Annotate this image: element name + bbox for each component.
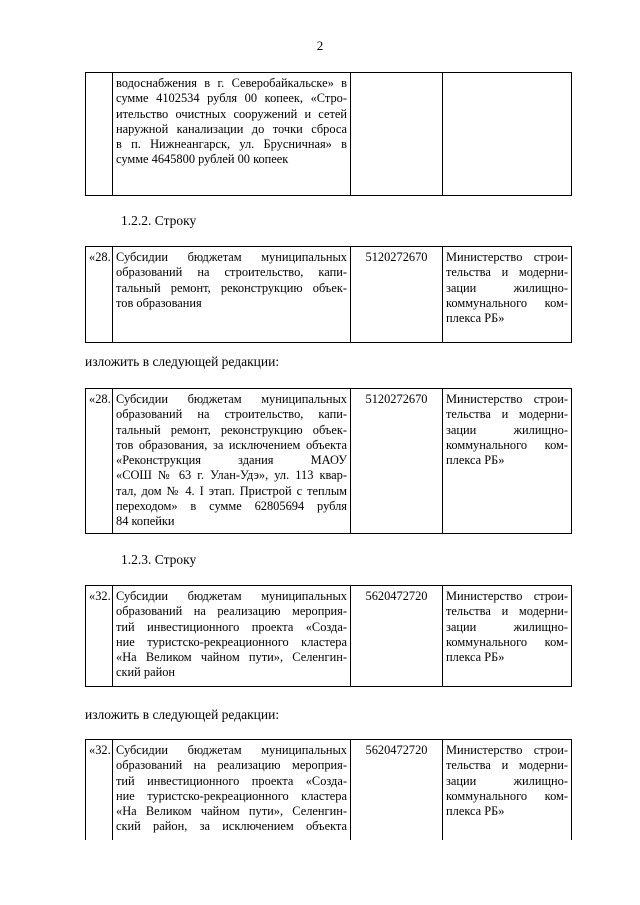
cell-num: «32. bbox=[86, 586, 113, 687]
description-line: тальный ремонт, реконструкцию объек- bbox=[116, 422, 347, 437]
description-line: ский район bbox=[116, 665, 176, 680]
cell-ministry bbox=[443, 73, 572, 196]
cell-code: 5620472720 bbox=[351, 740, 443, 840]
ministry-line: плекса РБ» bbox=[446, 453, 505, 468]
page-number: 2 bbox=[316, 38, 324, 53]
ministry-line: коммунального ком- bbox=[446, 295, 568, 310]
ministry-line: тельства и модерни- bbox=[446, 265, 568, 280]
table-row bbox=[86, 586, 572, 687]
cell-num: «32. bbox=[86, 740, 113, 840]
table-row-32-revised bbox=[85, 739, 572, 840]
cell-ministry bbox=[443, 740, 572, 840]
description-line: тальный ремонт, реконструкцию объек- bbox=[116, 280, 347, 295]
table-continuation bbox=[85, 72, 572, 196]
ministry-line: коммунального ком- bbox=[446, 634, 568, 649]
description-line: переходом» в сумме 62805694 рубля bbox=[116, 499, 347, 514]
cell-code: 5620472720 bbox=[351, 586, 443, 687]
cell-code: 5120272670 bbox=[351, 247, 443, 343]
ministry-line: тельства и модерни- bbox=[446, 407, 568, 422]
ministry-line: Министерство строи- bbox=[446, 589, 568, 603]
description-line: Субсидии бюджетам муниципальных bbox=[116, 392, 347, 406]
description-line: ский район, за исключением объекта bbox=[116, 819, 347, 834]
table-row bbox=[86, 740, 572, 840]
ministry-line: тельства и модерни- bbox=[446, 758, 568, 773]
cell-description bbox=[113, 389, 351, 534]
description-line: ние туристско-рекреационного кластера bbox=[116, 788, 347, 803]
cell-description bbox=[113, 586, 351, 687]
table-row bbox=[86, 73, 572, 196]
ministry-line: тельства и модерни- bbox=[446, 604, 568, 619]
ministry-line: зации жилищно- bbox=[446, 280, 568, 295]
cell-description bbox=[113, 73, 351, 196]
ministry-line: коммунального ком- bbox=[446, 437, 568, 452]
description-line: сумме 4102534 рубля 00 копеек, «Стро- bbox=[116, 91, 347, 106]
description-line: тов образования bbox=[116, 295, 202, 310]
ministry-line: плекса РБ» bbox=[446, 804, 505, 819]
description-line: 84 копейки bbox=[116, 514, 175, 529]
table-row bbox=[86, 389, 572, 534]
ministry-line: Министерство строи- bbox=[446, 250, 568, 264]
description-line: тал, дом № 4. I этап. Пристрой с теплым bbox=[116, 483, 347, 498]
ministry-line: коммунального ком- bbox=[446, 788, 568, 803]
description-line: образований на строительство, капи- bbox=[116, 265, 347, 280]
description-line: сумме 4645800 рублей 00 копеек bbox=[116, 152, 289, 167]
ministry-line: плекса РБ» bbox=[446, 650, 505, 665]
description-line: «Реконструкция здания МАОУ bbox=[116, 453, 347, 468]
cell-code bbox=[351, 73, 443, 196]
cell-num: «28. bbox=[86, 247, 113, 343]
description-line: тов образования, за исключением объекта bbox=[116, 437, 347, 452]
table-row-28-revised bbox=[85, 388, 572, 534]
description-line: в п. Нижнеангарск, ул. Брусничная» в bbox=[116, 137, 347, 152]
cell-ministry bbox=[443, 247, 572, 343]
ministry-line: Министерство строи- bbox=[446, 743, 568, 757]
description-line: «На Великом чайном пути», Селенгин- bbox=[116, 650, 347, 665]
description-line: образований на строительство, капи- bbox=[116, 407, 347, 422]
table-row-32-original bbox=[85, 585, 572, 687]
section-heading-1-2-2: 1.2.2. Строку bbox=[121, 213, 197, 228]
description-line: водоснабжения в г. Северобайкальске» в bbox=[116, 76, 347, 90]
description-line: «На Великом чайном пути», Селенгин- bbox=[116, 804, 347, 819]
description-line: Субсидии бюджетам муниципальных bbox=[116, 589, 347, 603]
table-row-28-original bbox=[85, 246, 572, 343]
instruction-text: изложить в следующей редакции: bbox=[85, 354, 280, 369]
description-line: «СОШ № 63 г. Улан-Удэ», ул. 113 квар- bbox=[116, 468, 347, 483]
cell-num bbox=[86, 73, 113, 196]
description-line: тий инвестиционного проекта «Созда- bbox=[116, 773, 347, 788]
description-line: ние туристско-рекреационного кластера bbox=[116, 634, 347, 649]
description-line: ительство очистных сооружений и сетей bbox=[116, 106, 347, 121]
description-line: образований на реализацию мероприя- bbox=[116, 758, 347, 773]
table-row bbox=[86, 247, 572, 343]
ministry-line: зации жилищно- bbox=[446, 422, 568, 437]
ministry-line: зации жилищно- bbox=[446, 619, 568, 634]
cell-num: «28. bbox=[86, 389, 113, 534]
ministry-line: зации жилищно- bbox=[446, 773, 568, 788]
description-line: Субсидии бюджетам муниципальных bbox=[116, 250, 347, 264]
ministry-line: Министерство строи- bbox=[446, 392, 568, 406]
instruction-text: изложить в следующей редакции: bbox=[85, 707, 280, 722]
cell-ministry bbox=[443, 586, 572, 687]
cell-description bbox=[113, 740, 351, 840]
description-line: тий инвестиционного проекта «Созда- bbox=[116, 619, 347, 634]
cell-description bbox=[113, 247, 351, 343]
description-line: наружной канализации до точки сброса bbox=[116, 121, 347, 136]
description-line: Субсидии бюджетам муниципальных bbox=[116, 743, 347, 757]
cell-code: 5120272670 bbox=[351, 389, 443, 534]
ministry-line: плекса РБ» bbox=[446, 311, 505, 326]
description-line: образований на реализацию мероприя- bbox=[116, 604, 347, 619]
section-heading-1-2-3: 1.2.3. Строку bbox=[121, 552, 197, 567]
cell-ministry bbox=[443, 389, 572, 534]
